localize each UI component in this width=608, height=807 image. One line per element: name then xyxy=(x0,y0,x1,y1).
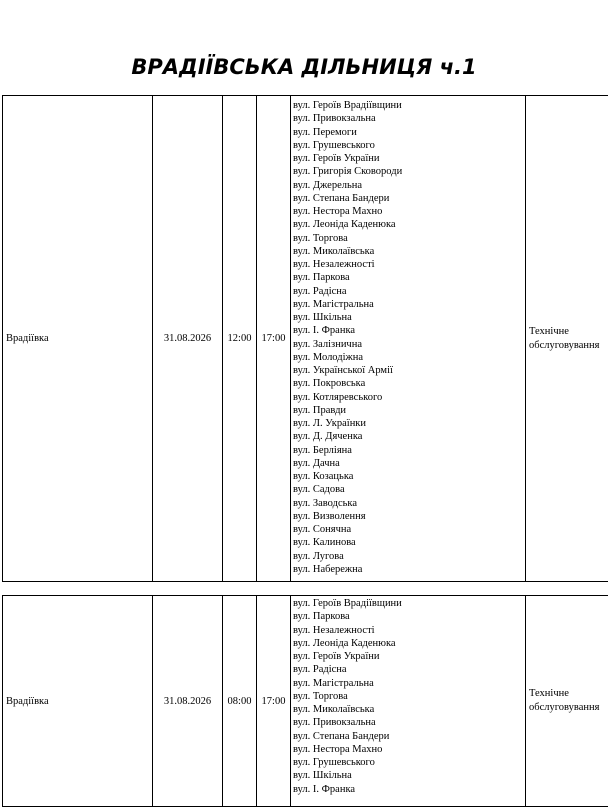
street-item: вул. Л. Українки xyxy=(293,417,525,430)
street-item: вул. Магістральна xyxy=(293,677,525,690)
street-item: вул. Лугова xyxy=(293,550,525,563)
street-item: вул. Перемоги xyxy=(293,126,525,139)
street-item: вул. Козацька xyxy=(293,470,525,483)
street-item: вул. І. Франка xyxy=(293,783,525,796)
street-item: вул. Залізнична xyxy=(293,338,525,351)
street-item: вул. Миколаївська xyxy=(293,245,525,258)
street-item: вул. Героїв Врадіївщини xyxy=(293,99,525,112)
date-cell: 31.08.2026 xyxy=(153,596,223,807)
street-item: вул. Заводська xyxy=(293,497,525,510)
settlement-cell: Врадіївка xyxy=(3,596,153,807)
street-item: вул. Правди xyxy=(293,404,525,417)
start-time-cell: 08:00 xyxy=(223,596,257,807)
street-item: вул. Джерельна xyxy=(293,179,525,192)
street-item: вул. Визволення xyxy=(293,510,525,523)
street-item: вул. Грушевського xyxy=(293,139,525,152)
street-item: вул. Сонячна xyxy=(293,523,525,536)
street-item: вул. Героїв України xyxy=(293,152,525,165)
street-item: вул. Торгова xyxy=(293,690,525,703)
street-list xyxy=(293,96,525,576)
reason-cell xyxy=(526,596,608,807)
page-title: ВРАДІЇВСЬКА ДІЛЬНИЦЯ ч.1 xyxy=(0,50,608,84)
street-item: вул. Паркова xyxy=(293,610,525,623)
table-row xyxy=(3,596,608,807)
street-list xyxy=(293,596,525,796)
street-item: вул. Шкільна xyxy=(293,769,525,782)
street-item: вул. Радісна xyxy=(293,285,525,298)
end-time-cell: 17:00 xyxy=(257,596,291,807)
street-item: вул. Миколаївська xyxy=(293,703,525,716)
street-item: вул. Незалежності xyxy=(293,624,525,637)
end-time-cell: 17:00 xyxy=(257,96,291,582)
settlement-cell: Врадіївка xyxy=(3,96,153,582)
reason-line-2: обслуговування xyxy=(529,701,606,715)
street-item: вул. Радісна xyxy=(293,663,525,676)
street-item: вул. Незалежності xyxy=(293,258,525,271)
street-item: вул. Дачна xyxy=(293,457,525,470)
street-item: вул. Д. Дяченка xyxy=(293,430,525,443)
date-cell: 31.08.2026 xyxy=(153,96,223,582)
street-item: вул. Нестора Махно xyxy=(293,205,525,218)
streets-cell xyxy=(291,596,526,807)
street-item: вул. Котляревського xyxy=(293,391,525,404)
table-row xyxy=(3,96,608,582)
street-item: вул. Степана Бандери xyxy=(293,192,525,205)
street-item: вул. Торгова xyxy=(293,232,525,245)
street-item: вул. Привокзальна xyxy=(293,716,525,729)
street-item: вул. Григорія Сковороди xyxy=(293,165,525,178)
street-item: вул. Леоніда Каденюка xyxy=(293,637,525,650)
street-item: вул. Садова xyxy=(293,483,525,496)
street-item: вул. Грушевського xyxy=(293,756,525,769)
street-item: вул. Калинова xyxy=(293,536,525,549)
street-item: вул. Молодіжна xyxy=(293,351,525,364)
reason-line-1: Технічне xyxy=(529,687,606,701)
reason-line-2: обслуговування xyxy=(529,339,606,353)
start-time-cell: 12:00 xyxy=(223,96,257,582)
street-item: вул. Привокзальна xyxy=(293,112,525,125)
street-item: вул. Набережна xyxy=(293,563,525,576)
reason-line-1: Технічне xyxy=(529,325,606,339)
street-item: вул. Української Армії xyxy=(293,364,525,377)
street-item: вул. І. Франка xyxy=(293,324,525,337)
outage-table-1 xyxy=(2,95,608,582)
street-item: вул. Степана Бандери xyxy=(293,730,525,743)
street-item: вул. Героїв Врадіївщини xyxy=(293,597,525,610)
street-item: вул. Паркова xyxy=(293,271,525,284)
street-item: вул. Леоніда Каденюка xyxy=(293,218,525,231)
street-item: вул. Нестора Махно xyxy=(293,743,525,756)
streets-cell xyxy=(291,96,526,582)
street-item: вул. Берліяна xyxy=(293,444,525,457)
street-item: вул. Героїв України xyxy=(293,650,525,663)
reason-cell xyxy=(526,96,608,582)
outage-table-2 xyxy=(2,595,608,807)
street-item: вул. Магістральна xyxy=(293,298,525,311)
street-item: вул. Шкільна xyxy=(293,311,525,324)
street-item: вул. Покровська xyxy=(293,377,525,390)
